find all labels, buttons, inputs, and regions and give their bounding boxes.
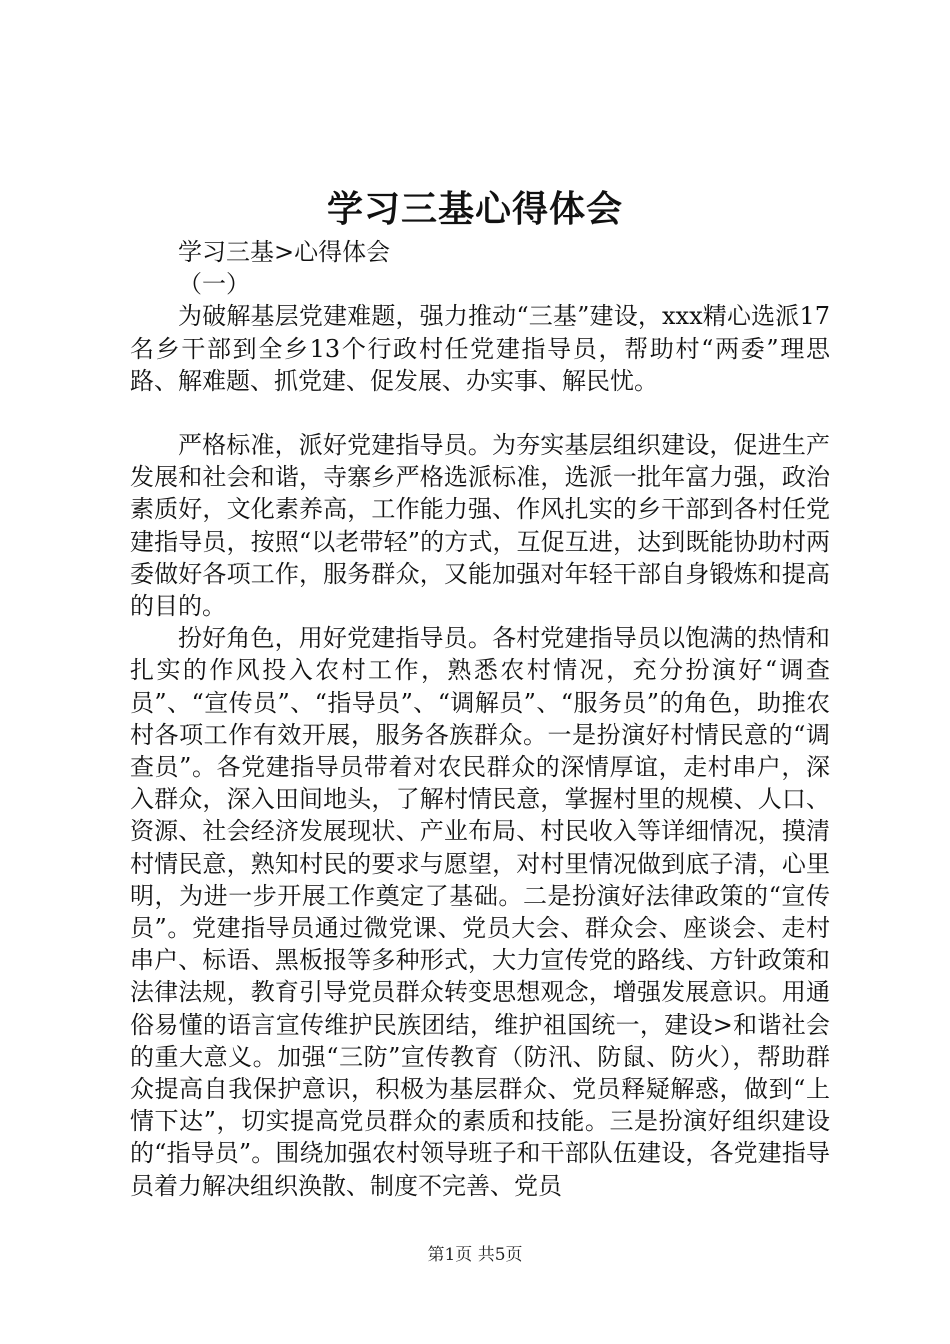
paragraph-gap — [130, 397, 830, 429]
paragraph-roles: 扮好角色，用好党建指导员。各村党建指导员以饱满的热情和扎实的作风投入农村工作，熟悉农村情况，充分扮演好“调查员”、“宣传员”、“指导员”、“调解员”、“服务员”的角色，助推农村各项工作有效开展，服务各族群众。一是扮演好村情民意的“调查员”。各党建指导员带着对农民群众的深情厚谊，走村串户，深入群众，深入田间地头，了解村情民意，掌握村里的规模、人口、资源、社会经济发展现状、产业布局、村民收入等详细情况，摸清村情民意，熟知村民的要求与愿望，对村里情况做到底子清，心里明，为进一步开展工作奠定了基础。二是扮演好法律政策的“宣传员”。党建指导员通过微党课、党员大会、群众会、座谈会、走村串户、标语、黑板报等多种形式，大力宣传党的路线、方针政策和法律法规，教育引导党员群众转变思想观念，增强发展意识。用通俗易懂的语言宣传维护民族团结，维护祖国统一，建设>和谐社会的重大意义。加强“三防”宣传教育（防汛、防鼠、防火），帮助群众提高自我保护意识，积极为基层群众、党员释疑解惑，做到“上情下达”，切实提高党员群众的素质和技能。三是扮演好组织建设的“指导员”。围绕加强农村领导班子和干部队伍建设，各党建指导员着力解决组织涣散、制度不完善、党员 — [130, 624, 830, 1200]
paragraph-standards: 严格标准，派好党建指导员。为夯实基层组织建设，促进生产发展和社会和谐，寺寨乡严格选派标准，选派一批年富力强，政治素质好，文化素养高，工作能力强、作风扎实的乡干部到各村任党建指导员，按照“以老带轻”的方式，互促互进，达到既能协助村两委做好各项工作，服务群众，又能加强对年轻干部自身锻炼和提高的目的。 — [130, 431, 830, 621]
section-marker: （一） — [178, 270, 250, 299]
paragraph-intro: 为破解基层党建难题，强力推动“三基”建设，xxx精心选派17名乡干部到全乡13个行政村任党建指导员，帮助村“两委”理思路、解难题、抓党建、促发展、办实事、解民忧。 — [130, 302, 830, 395]
document-body — [130, 236, 830, 1202]
page-footer: 第1页 共5页 — [427, 1245, 523, 1265]
document-subtitle: 学习三基>心得体会 — [178, 238, 391, 266]
document-title: 学习三基心得体会 — [326, 188, 623, 230]
